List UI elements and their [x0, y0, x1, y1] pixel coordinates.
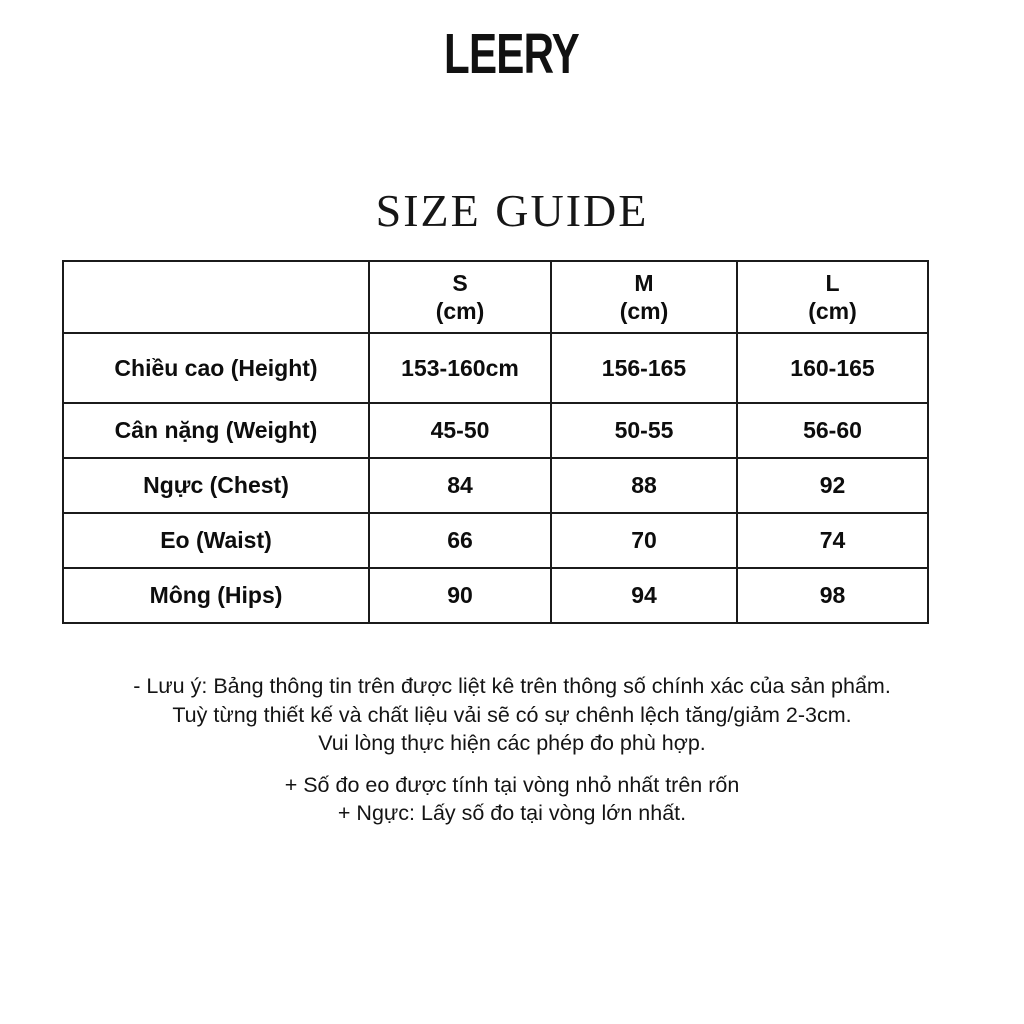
value-cell: 70	[551, 513, 737, 568]
note-line: + Ngực: Lấy số đo tại vòng lớn nhất.	[337, 801, 687, 825]
measurement-label: Cân nặng (Weight)	[63, 403, 369, 458]
column-header-m	[551, 261, 737, 333]
value-cell: 84	[369, 458, 551, 513]
value-cell: 156-165	[551, 333, 737, 403]
table-row-waist	[63, 513, 928, 568]
table-row-weight	[63, 403, 928, 458]
note-line: Vui lòng thực hiện các phép đo phù hợp.	[318, 731, 706, 755]
size-table-header-row	[63, 261, 928, 333]
brand-logo: LEERY	[444, 22, 580, 86]
page-title: SIZE GUIDE	[375, 185, 649, 236]
note-line: - Lưu ý: Bảng thông tin trên được liệt kê trên thông số chính xác của sản phẩm.	[133, 674, 891, 698]
value-cell: 90	[369, 568, 551, 623]
brand-logo-container	[0, 22, 1024, 86]
value-cell: 74	[737, 513, 928, 568]
value-cell: 88	[551, 458, 737, 513]
table-row-chest	[63, 458, 928, 513]
size-name-s: S	[452, 270, 468, 296]
value-cell: 66	[369, 513, 551, 568]
value-cell: 45-50	[369, 403, 551, 458]
size-unit-l: (cm)	[808, 298, 857, 324]
column-header-s	[369, 261, 551, 333]
size-table	[62, 260, 929, 624]
measurement-label: Chiều cao (Height)	[63, 333, 369, 403]
notes-section	[0, 672, 1024, 828]
value-cell: 94	[551, 568, 737, 623]
column-header-l	[737, 261, 928, 333]
value-cell: 92	[737, 458, 928, 513]
note-line: Tuỳ từng thiết kế và chất liệu vải sẽ có sự chênh lệch tăng/giảm 2-3cm.	[172, 702, 852, 727]
note-line: + Số đo eo được tính tại vòng nhỏ nhất trên rốn	[284, 772, 740, 797]
value-cell: 160-165	[737, 333, 928, 403]
size-unit-s: (cm)	[435, 298, 485, 324]
value-cell: 56-60	[737, 403, 928, 458]
size-unit-m: (cm)	[619, 298, 669, 324]
table-row-height	[63, 333, 928, 403]
value-cell: 153-160cm	[369, 333, 551, 403]
value-cell: 98	[737, 568, 928, 623]
measurement-label: Ngực (Chest)	[63, 458, 369, 513]
notes-paragraph-general	[0, 672, 1024, 758]
notes-paragraph-measuring	[0, 771, 1024, 828]
value-cell: 50-55	[551, 403, 737, 458]
measurement-label: Eo (Waist)	[63, 513, 369, 568]
size-name-l: L	[825, 270, 840, 296]
table-row-hips	[63, 568, 928, 623]
corner-cell	[63, 261, 369, 333]
size-name-m: M	[634, 270, 654, 296]
page-title-container	[0, 185, 1024, 236]
measurement-label: Mông (Hips)	[63, 568, 369, 623]
